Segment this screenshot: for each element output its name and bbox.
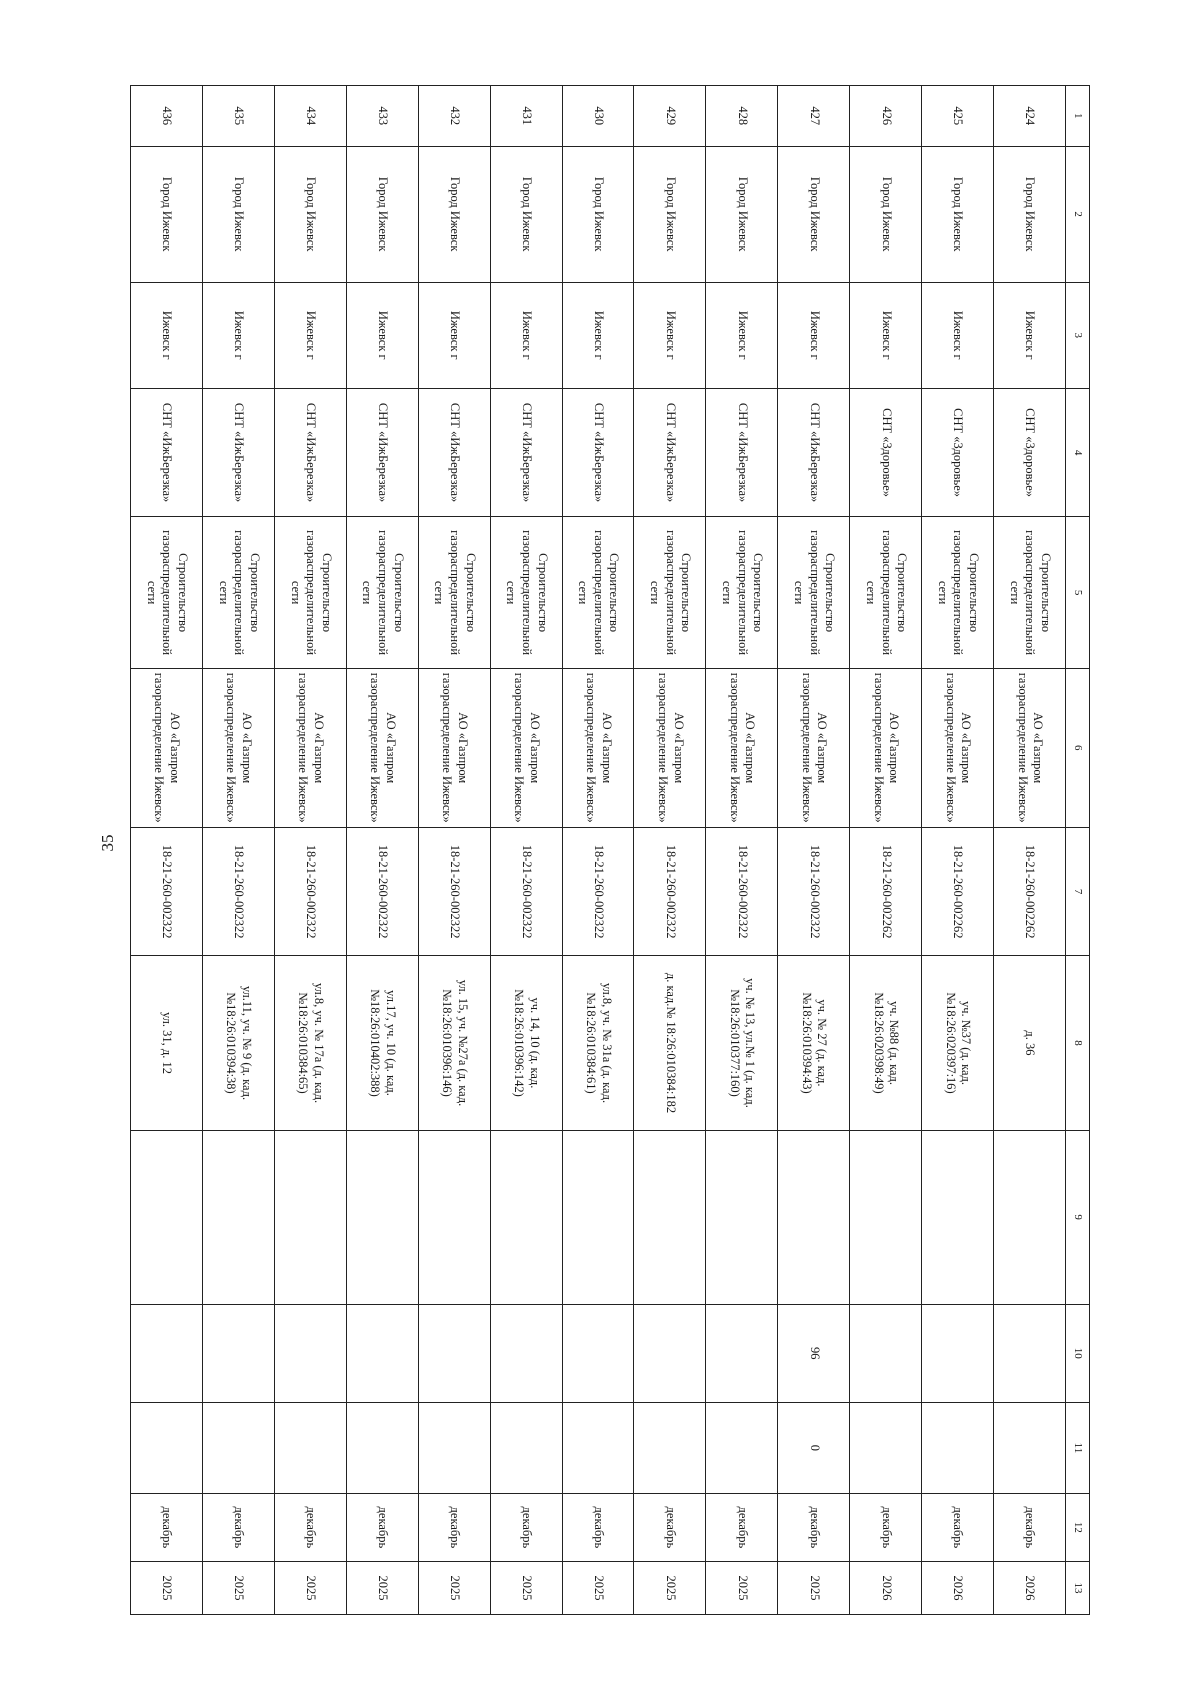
year-cell: 2025 [634,1561,706,1614]
address-cell: д. кад.№ 18:26:010384:182 [634,956,706,1130]
row-number: 424 [994,86,1066,147]
table-row [706,86,778,1615]
code-cell: 18-21-260-002322 [634,827,706,956]
executor-cell: АО «Газпром газораспределение Ижевск» [346,668,418,827]
location-cell: СНТ «ИжБерезка» [490,388,562,517]
column-number: 8 [1066,956,1090,1130]
row-number: 428 [706,86,778,147]
location-cell: СНТ «ИжБерезка» [202,388,274,517]
year-cell: 2025 [274,1561,346,1614]
data-table [130,85,1090,1615]
month-cell: декабрь [346,1493,418,1561]
column-number: 9 [1066,1130,1090,1304]
table-row [922,86,994,1615]
location-cell: СНТ «ИжБерезка» [634,388,706,517]
row-number: 429 [634,86,706,147]
settlement-cell: Ижевск г [850,282,922,388]
code-cell: 18-21-260-002322 [706,827,778,956]
location-cell: СНТ «ИжБерезка» [346,388,418,517]
column-11-cell [706,1403,778,1494]
column-10-cell [131,1304,203,1402]
year-cell: 2025 [418,1561,490,1614]
settlement-cell: Ижевск г [706,282,778,388]
year-cell: 2025 [490,1561,562,1614]
month-cell: декабрь [562,1493,634,1561]
page-number: 35 [98,834,117,852]
address-cell: уч. № 27 (д. кад.№18:26:010394:43) [778,956,850,1130]
month-cell: декабрь [634,1493,706,1561]
location-cell: СНТ «Здоровье» [850,388,922,517]
year-cell: 2025 [202,1561,274,1614]
year-cell: 2026 [850,1561,922,1614]
location-cell: СНТ «Здоровье» [922,388,994,517]
row-number: 431 [490,86,562,147]
code-cell: 18-21-260-002322 [346,827,418,956]
column-number: 4 [1066,388,1090,517]
row-number: 430 [562,86,634,147]
work-type-cell: Строительство газораспределительной сети [131,517,203,668]
table-row [490,86,562,1615]
location-cell: СНТ «Здоровье» [994,388,1066,517]
year-cell: 2025 [562,1561,634,1614]
address-cell: ул. 31, д. 12 [131,956,203,1130]
table-row [274,86,346,1615]
address-cell: уч. № 13, ул.№ 1 (д. кад.№18:26:010377:160) [706,956,778,1130]
table-row [131,86,203,1615]
executor-cell: АО «Газпром газораспределение Ижевск» [562,668,634,827]
month-cell: декабрь [850,1493,922,1561]
settlement-cell: Ижевск г [131,282,203,388]
district-cell: Город Ижевск [922,146,994,282]
row-number: 425 [922,86,994,147]
month-cell: декабрь [778,1493,850,1561]
year-cell: 2026 [994,1561,1066,1614]
work-type-cell: Строительство газораспределительной сети [850,517,922,668]
settlement-cell: Ижевск г [274,282,346,388]
column-9-cell [202,1130,274,1304]
work-type-cell: Строительство газораспределительной сети [346,517,418,668]
row-number: 427 [778,86,850,147]
column-11-cell [634,1403,706,1494]
work-type-cell: Строительство газораспределительной сети [562,517,634,668]
district-cell: Город Ижевск [706,146,778,282]
table-row [418,86,490,1615]
column-10-cell [922,1304,994,1402]
column-9-cell [850,1130,922,1304]
month-cell: декабрь [994,1493,1066,1561]
executor-cell: АО «Газпром газораспределение Ижевск» [418,668,490,827]
code-cell: 18-21-260-002322 [274,827,346,956]
year-cell: 2025 [131,1561,203,1614]
month-cell: декабрь [706,1493,778,1561]
column-9-cell [274,1130,346,1304]
address-cell: ул.8, уч. № 31а (д. кад.№18:26:010384:61) [562,956,634,1130]
settlement-cell: Ижевск г [778,282,850,388]
table-row [346,86,418,1615]
column-number: 12 [1066,1493,1090,1561]
column-10-cell [346,1304,418,1402]
executor-cell: АО «Газпром газораспределение Ижевск» [706,668,778,827]
table-row [634,86,706,1615]
column-number: 13 [1066,1561,1090,1614]
work-type-cell: Строительство газораспределительной сети [634,517,706,668]
column-9-cell [562,1130,634,1304]
column-9-cell [994,1130,1066,1304]
column-11-cell: 0 [778,1403,850,1494]
executor-cell: АО «Газпром газораспределение Ижевск» [274,668,346,827]
row-number: 434 [274,86,346,147]
column-11-cell [922,1403,994,1494]
location-cell: СНТ «ИжБерезка» [562,388,634,517]
column-11-cell [202,1403,274,1494]
settlement-cell: Ижевск г [634,282,706,388]
month-cell: декабрь [922,1493,994,1561]
column-11-cell [346,1403,418,1494]
column-10-cell: 96 [778,1304,850,1402]
column-10-cell [634,1304,706,1402]
settlement-cell: Ижевск г [202,282,274,388]
address-cell: д. 36 [994,956,1066,1130]
month-cell: декабрь [202,1493,274,1561]
location-cell: СНТ «ИжБерезка» [418,388,490,517]
address-cell: ул.11, уч. № 9 (д. кад.№18:26:010394:38) [202,956,274,1130]
column-10-cell [274,1304,346,1402]
column-11-cell [850,1403,922,1494]
district-cell: Город Ижевск [131,146,203,282]
district-cell: Город Ижевск [274,146,346,282]
executor-cell: АО «Газпром газораспределение Ижевск» [778,668,850,827]
column-number: 3 [1066,282,1090,388]
month-cell: декабрь [490,1493,562,1561]
location-cell: СНТ «ИжБерезка» [131,388,203,517]
table-row [562,86,634,1615]
column-10-cell [490,1304,562,1402]
code-cell: 18-21-260-002322 [562,827,634,956]
column-number: 6 [1066,668,1090,827]
district-cell: Город Ижевск [418,146,490,282]
district-cell: Город Ижевск [994,146,1066,282]
table-row [778,86,850,1615]
code-cell: 18-21-260-002322 [490,827,562,956]
location-cell: СНТ «ИжБерезка» [706,388,778,517]
code-cell: 18-21-260-002322 [418,827,490,956]
column-9-cell [778,1130,850,1304]
executor-cell: АО «Газпром газораспределение Ижевск» [922,668,994,827]
column-10-cell [994,1304,1066,1402]
column-11-cell [131,1403,203,1494]
year-cell: 2025 [346,1561,418,1614]
settlement-cell: Ижевск г [346,282,418,388]
settlement-cell: Ижевск г [922,282,994,388]
row-number: 433 [346,86,418,147]
district-cell: Город Ижевск [850,146,922,282]
column-9-cell [706,1130,778,1304]
column-9-cell [346,1130,418,1304]
table-row [202,86,274,1615]
column-number: 1 [1066,86,1090,147]
executor-cell: АО «Газпром газораспределение Ижевск» [850,668,922,827]
work-type-cell: Строительство газораспределительной сети [418,517,490,668]
month-cell: декабрь [418,1493,490,1561]
column-9-cell [922,1130,994,1304]
column-number: 2 [1066,146,1090,282]
executor-cell: АО «Газпром газораспределение Ижевск» [131,668,203,827]
work-type-cell: Строительство газораспределительной сети [274,517,346,668]
address-cell: ул.17, уч. 10 (д. кад.№18:26:010402:388) [346,956,418,1130]
column-10-cell [706,1304,778,1402]
row-number: 432 [418,86,490,147]
row-number: 426 [850,86,922,147]
column-number: 7 [1066,827,1090,956]
settlement-cell: Ижевск г [994,282,1066,388]
year-cell: 2025 [778,1561,850,1614]
column-11-cell [562,1403,634,1494]
settlement-cell: Ижевск г [490,282,562,388]
column-9-cell [131,1130,203,1304]
month-cell: декабрь [274,1493,346,1561]
code-cell: 18-21-260-002262 [850,827,922,956]
column-11-cell [490,1403,562,1494]
work-type-cell: Строительство газораспределительной сети [490,517,562,668]
column-9-cell [490,1130,562,1304]
code-cell: 18-21-260-002322 [202,827,274,956]
table-body [131,86,1090,1615]
code-cell: 18-21-260-002322 [131,827,203,956]
month-cell: декабрь [131,1493,203,1561]
column-11-cell [418,1403,490,1494]
work-type-cell: Строительство газораспределительной сети [706,517,778,668]
column-10-cell [418,1304,490,1402]
code-cell: 18-21-260-002262 [994,827,1066,956]
location-cell: СНТ «ИжБерезка» [778,388,850,517]
district-cell: Город Ижевск [202,146,274,282]
column-10-cell [850,1304,922,1402]
column-9-cell [418,1130,490,1304]
address-cell: уч. №88 (д. кад.№18:26:020398:49) [850,956,922,1130]
code-cell: 18-21-260-002262 [922,827,994,956]
rotated-table-container [130,85,1090,1615]
work-type-cell: Строительство газораспределительной сети [202,517,274,668]
column-10-cell [202,1304,274,1402]
address-cell: ул.8, уч. № 17а (д. кад.№18:26:010384:65) [274,956,346,1130]
column-number-row [1066,86,1090,1615]
executor-cell: АО «Газпром газораспределение Ижевск» [994,668,1066,827]
work-type-cell: Строительство газораспределительной сети [922,517,994,668]
district-cell: Город Ижевск [562,146,634,282]
column-11-cell [994,1403,1066,1494]
district-cell: Город Ижевск [634,146,706,282]
row-number: 436 [131,86,203,147]
district-cell: Город Ижевск [490,146,562,282]
row-number: 435 [202,86,274,147]
executor-cell: АО «Газпром газораспределение Ижевск» [634,668,706,827]
column-number: 5 [1066,517,1090,668]
table-row [850,86,922,1615]
settlement-cell: Ижевск г [418,282,490,388]
work-type-cell: Строительство газораспределительной сети [994,517,1066,668]
address-cell: уч. №37 (д. кад.№18:26:020397:16) [922,956,994,1130]
address-cell: ул. 15, уч. №27а (д. кад.№18:26:010396:146) [418,956,490,1130]
column-number: 10 [1066,1304,1090,1402]
location-cell: СНТ «ИжБерезка» [274,388,346,517]
table-row [994,86,1066,1615]
code-cell: 18-21-260-002322 [778,827,850,956]
address-cell: уч. 14, 10 (д. кад.№18:26:010396:142) [490,956,562,1130]
column-11-cell [274,1403,346,1494]
settlement-cell: Ижевск г [562,282,634,388]
district-cell: Город Ижевск [778,146,850,282]
executor-cell: АО «Газпром газораспределение Ижевск» [490,668,562,827]
column-number: 11 [1066,1403,1090,1494]
district-cell: Город Ижевск [346,146,418,282]
work-type-cell: Строительство газораспределительной сети [778,517,850,668]
column-9-cell [634,1130,706,1304]
column-10-cell [562,1304,634,1402]
year-cell: 2026 [922,1561,994,1614]
year-cell: 2025 [706,1561,778,1614]
executor-cell: АО «Газпром газораспределение Ижевск» [202,668,274,827]
